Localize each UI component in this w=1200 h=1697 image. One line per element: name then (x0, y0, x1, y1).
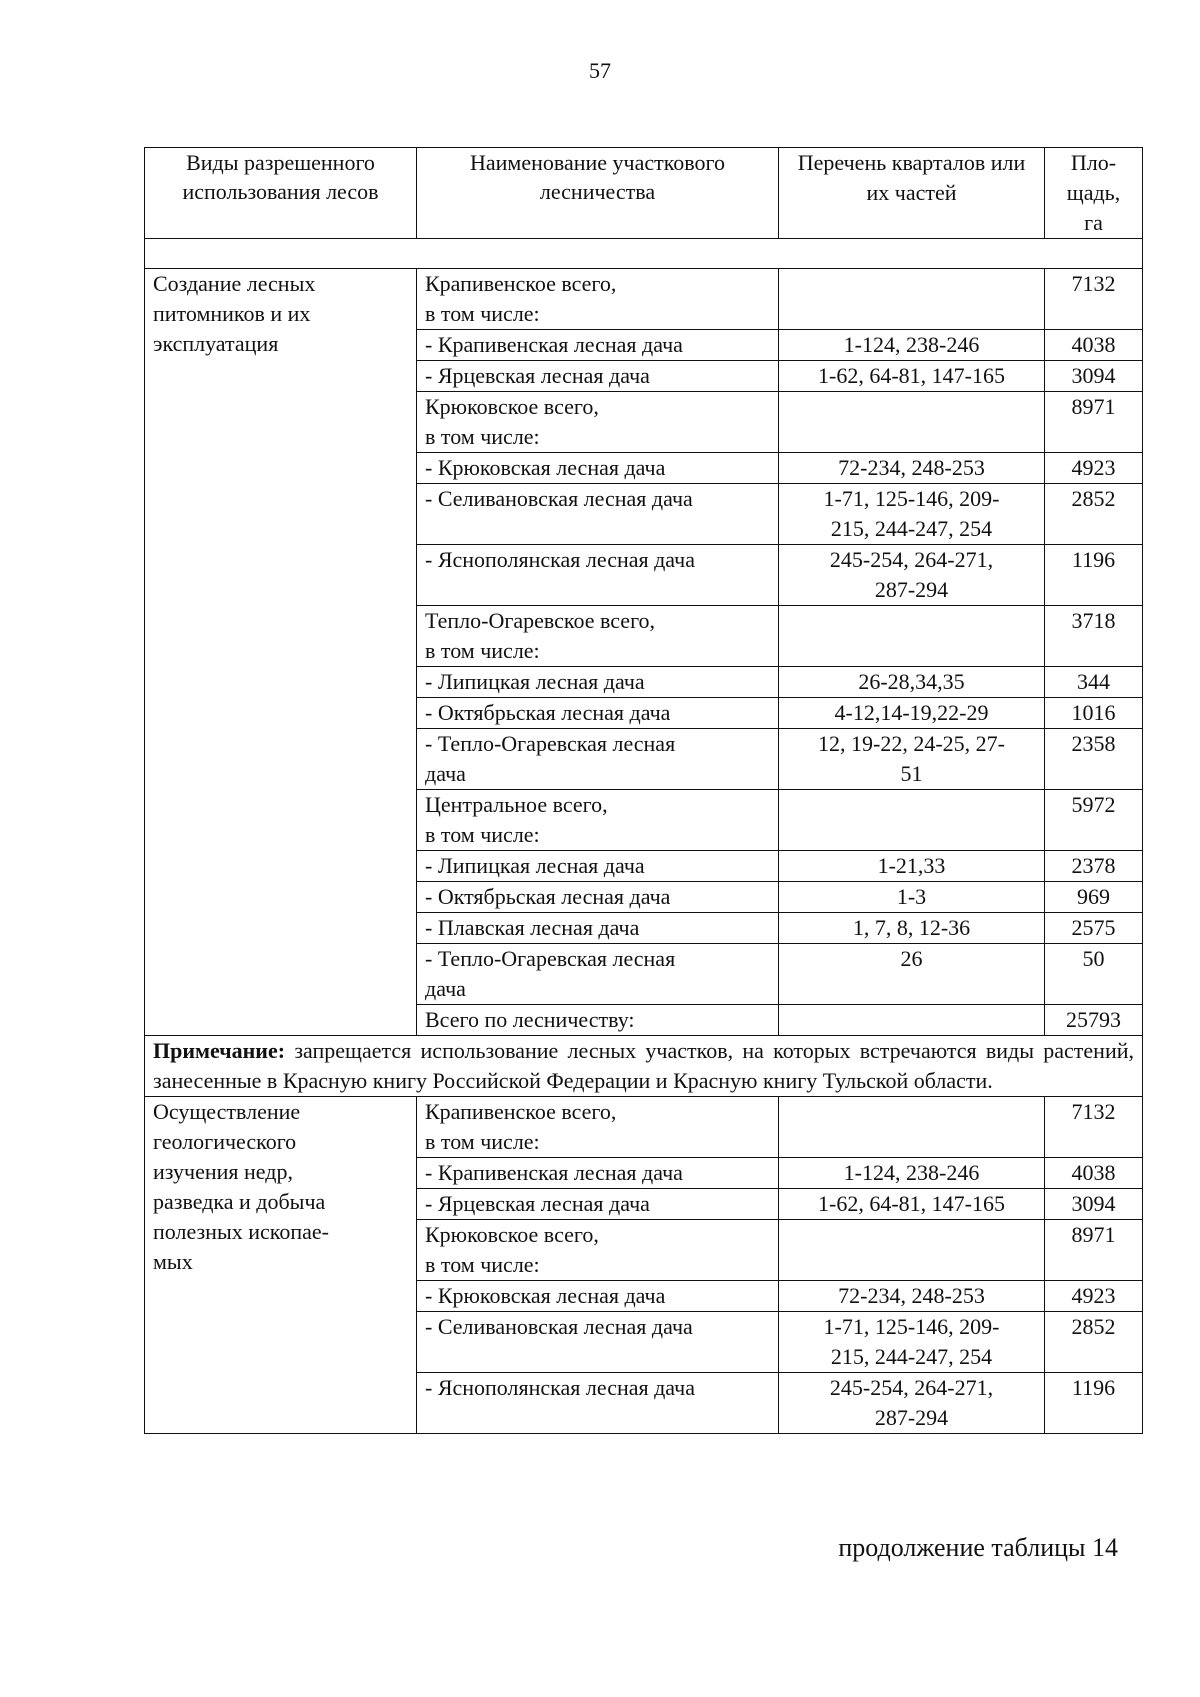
header-forestry-name: Наименование участкового лесничества (417, 148, 779, 239)
forestry-name-cell (417, 1158, 779, 1189)
quarters-list-continued: 287-294 (874, 1405, 949, 1430)
quarters-cell (779, 1281, 1045, 1312)
forestry-name-continued: в том числе: (425, 301, 540, 326)
forest-use-table (144, 147, 1143, 1434)
forestry-name: - Липицкая лесная дача (425, 853, 645, 878)
forestry-name-cell (417, 913, 779, 944)
forestry-name-cell (417, 698, 779, 729)
area-cell: 4923 (1045, 1281, 1143, 1312)
area-cell: 2852 (1045, 1312, 1143, 1373)
quarters-cell (779, 944, 1045, 1005)
quarters-cell (779, 392, 1045, 453)
quarters-list: 26-28,34,35 (858, 669, 965, 694)
forestry-name-cell (417, 1220, 779, 1281)
area-cell: 1196 (1045, 1373, 1143, 1434)
quarters-list-continued: 215, 244-247, 254 (830, 1344, 993, 1369)
header-area-line2: щадь, (1066, 180, 1121, 205)
use-type-cell (145, 1097, 417, 1434)
use-type-line: мых (153, 1249, 193, 1274)
quarters-list: 1-71, 125-146, 209- (823, 486, 1000, 511)
forestry-name-continued: в том числе: (425, 1252, 540, 1277)
forestry-name: - Крапивенская лесная дача (425, 1160, 683, 1185)
table-header-row (145, 148, 1143, 239)
forestry-name: - Яснополянская лесная дача (425, 1375, 696, 1400)
forestry-name-cell (417, 606, 779, 667)
quarters-cell (779, 729, 1045, 790)
forestry-name-cell (417, 1373, 779, 1434)
quarters-list: 245-254, 264-271, (829, 1375, 994, 1400)
forestry-name-cell (417, 1097, 779, 1158)
forestry-name: - Тепло-Огаревская лесная (425, 946, 676, 971)
forestry-name: - Октябрьская лесная дача (425, 884, 671, 909)
quarters-cell (779, 361, 1045, 392)
area-cell: 344 (1045, 667, 1143, 698)
quarters-list: 1-3 (896, 884, 927, 909)
quarters-list: 4-12,14-19,22-29 (834, 700, 989, 725)
quarters-list: 12, 19-22, 24-25, 27- (818, 731, 1005, 756)
header-area (1045, 148, 1143, 239)
area-cell: 3094 (1045, 361, 1143, 392)
forestry-name-cell (417, 1281, 779, 1312)
forestry-name-cell (417, 790, 779, 851)
forestry-name-cell (417, 392, 779, 453)
area-cell: 4038 (1045, 1158, 1143, 1189)
forestry-name: - Селивановская лесная дача (425, 486, 693, 511)
area-cell: 50 (1045, 944, 1143, 1005)
quarters-list: 1-62, 64-81, 147-165 (818, 363, 1005, 388)
quarters-cell (779, 1097, 1045, 1158)
forestry-name-cell (417, 1312, 779, 1373)
forestry-name: - Плавская лесная дача (425, 915, 640, 940)
quarters-list: 1-62, 64-81, 147-165 (818, 1191, 1005, 1216)
forestry-name: Тепло-Огаревское всего, (425, 608, 656, 633)
quarters-list: 1, 7, 8, 12-36 (852, 915, 971, 940)
quarters-list: 72-234, 248-253 (838, 1283, 985, 1308)
quarters-cell (779, 269, 1045, 330)
area-cell: 5972 (1045, 790, 1143, 851)
area-cell: 1196 (1045, 545, 1143, 606)
forestry-name: Крюковское всего, (425, 1222, 599, 1247)
forestry-name-cell (417, 545, 779, 606)
forestry-name: - Ярцевская лесная дача (425, 1191, 650, 1216)
total-label: Всего по лесничеству: (417, 1005, 779, 1036)
note-label: Примечание: (153, 1038, 286, 1063)
use-type-line: геологического (153, 1129, 297, 1154)
forestry-name-cell (417, 269, 779, 330)
forestry-name: Крапивенское всего, (425, 1099, 617, 1124)
use-type-line: изучения недр, (153, 1159, 293, 1184)
quarters-cell (779, 545, 1045, 606)
forestry-name-continued: в том числе: (425, 638, 540, 663)
note-text: запрещается использование лесных участков, на которых встречаются виды растений, занесенные в Красную книгу Российской Федерации и Красную книгу Тульской области. (153, 1038, 1134, 1093)
forestry-name-cell (417, 944, 779, 1005)
quarters-cell (779, 1158, 1045, 1189)
quarters-cell (779, 913, 1045, 944)
area-cell: 8971 (1045, 392, 1143, 453)
use-type-line: полезных ископае- (153, 1219, 329, 1244)
area-cell: 1016 (1045, 698, 1143, 729)
forestry-name: - Яснополянская лесная дача (425, 547, 696, 572)
forestry-name-cell (417, 851, 779, 882)
area-cell: 4923 (1045, 453, 1143, 484)
page-number: 57 (589, 58, 611, 83)
quarters-list: 245-254, 264-271, (829, 547, 994, 572)
table-row (145, 1097, 1143, 1158)
note-row (145, 1036, 1143, 1097)
quarters-cell (779, 667, 1045, 698)
quarters-list: 1-124, 238-246 (843, 332, 980, 357)
quarters-list: 1-124, 238-246 (843, 1160, 980, 1185)
quarters-cell (779, 1312, 1045, 1373)
quarters-list: 1-71, 125-146, 209- (823, 1314, 1000, 1339)
note-cell (145, 1036, 1143, 1097)
forestry-name: - Ярцевская лесная дача (425, 363, 650, 388)
forestry-name-continued: дача (425, 761, 466, 786)
area-cell: 2852 (1045, 484, 1143, 545)
forestry-name-cell (417, 882, 779, 913)
area-cell: 4038 (1045, 330, 1143, 361)
quarters-cell (779, 882, 1045, 913)
quarters-list-continued: 51 (900, 761, 923, 786)
area-cell: 3718 (1045, 606, 1143, 667)
forestry-name: - Крюковская лесная дача (425, 1283, 666, 1308)
quarters-cell (779, 698, 1045, 729)
quarters-cell (779, 453, 1045, 484)
area-cell: 2378 (1045, 851, 1143, 882)
table-row (145, 269, 1143, 330)
forestry-name-cell (417, 361, 779, 392)
area-cell: 2358 (1045, 729, 1143, 790)
forestry-name-cell (417, 330, 779, 361)
area-cell: 7132 (1045, 269, 1143, 330)
table-continuation-caption: продолжение таблицы 14 (838, 1533, 1118, 1562)
quarters-cell (779, 1220, 1045, 1281)
use-type-line: Осуществление (153, 1099, 301, 1124)
total-quarters-cell (779, 1005, 1045, 1036)
forestry-name-continued: в том числе: (425, 424, 540, 449)
spacer-row (145, 239, 1143, 269)
header-use-type: Виды разрешенного использования лесов (145, 148, 417, 239)
forestry-name: Центральное всего, (425, 792, 608, 817)
forestry-name: - Крюковская лесная дача (425, 455, 666, 480)
use-type-cell: Создание лесных питомников и их эксплуатация (145, 269, 417, 1036)
quarters-list: 26 (900, 946, 923, 971)
forestry-name-cell (417, 453, 779, 484)
forestry-name: Крюковское всего, (425, 394, 599, 419)
forestry-name-cell (417, 729, 779, 790)
use-type-line: разведка и добыча (153, 1189, 326, 1214)
quarters-cell (779, 790, 1045, 851)
forestry-name: - Октябрьская лесная дача (425, 700, 671, 725)
forestry-name: - Липицкая лесная дача (425, 669, 645, 694)
forestry-name: Крапивенское всего, (425, 271, 617, 296)
forestry-name: - Селивановская лесная дача (425, 1314, 693, 1339)
quarters-list: 72-234, 248-253 (838, 455, 985, 480)
quarters-cell (779, 330, 1045, 361)
forestry-name-cell (417, 667, 779, 698)
total-area: 25793 (1045, 1005, 1143, 1036)
forestry-name: - Крапивенская лесная дача (425, 332, 683, 357)
forestry-name-continued: дача (425, 976, 466, 1001)
forestry-name-cell (417, 1189, 779, 1220)
area-cell: 969 (1045, 882, 1143, 913)
header-area-line1: Пло- (1070, 150, 1117, 175)
forestry-name-continued: в том числе: (425, 822, 540, 847)
header-quarters: Перечень кварталов или их частей (779, 148, 1045, 239)
spacer-cell (145, 239, 1143, 269)
quarters-cell (779, 1189, 1045, 1220)
forestry-name-cell (417, 484, 779, 545)
area-cell: 3094 (1045, 1189, 1143, 1220)
quarters-list: 1-21,33 (877, 853, 946, 878)
header-area-line3: га (1084, 210, 1103, 235)
forestry-name: - Тепло-Огаревская лесная (425, 731, 676, 756)
quarters-cell (779, 1373, 1045, 1434)
area-cell: 8971 (1045, 1220, 1143, 1281)
area-cell: 2575 (1045, 913, 1143, 944)
quarters-list-continued: 215, 244-247, 254 (830, 516, 993, 541)
forestry-name-continued: в том числе: (425, 1129, 540, 1154)
quarters-cell (779, 606, 1045, 667)
quarters-cell (779, 851, 1045, 882)
quarters-list-continued: 287-294 (874, 577, 949, 602)
area-cell: 7132 (1045, 1097, 1143, 1158)
quarters-cell (779, 484, 1045, 545)
